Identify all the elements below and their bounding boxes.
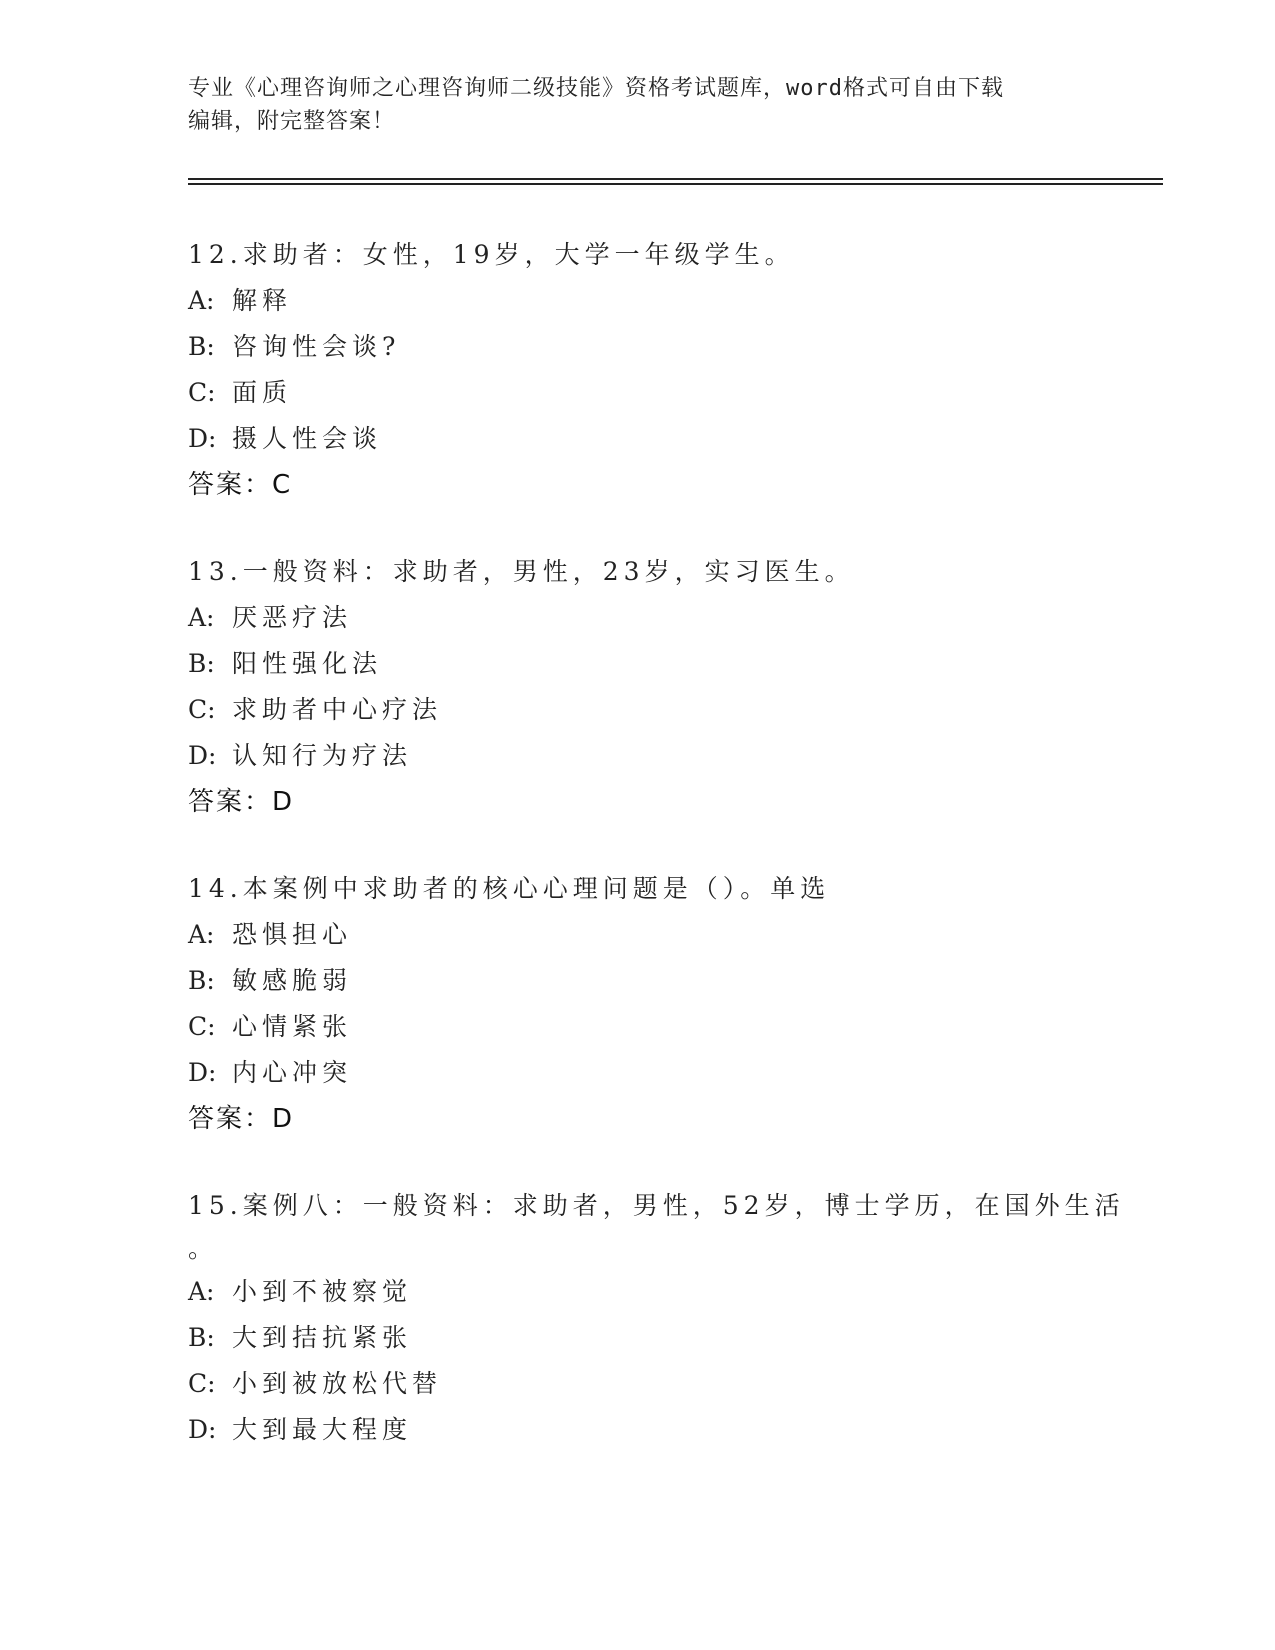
option-letter: D: (188, 1058, 217, 1087)
header-divider-top (188, 178, 1163, 180)
option-text: 解释 (232, 286, 293, 315)
option-letter: D: (188, 424, 217, 453)
question-13 (188, 549, 1108, 825)
answer-line: 答案：D (188, 787, 295, 817)
option-text: 心情紧张 (232, 1012, 353, 1041)
option-text: 大到最大程度 (232, 1415, 413, 1444)
option-b (188, 1315, 1108, 1361)
option-c (188, 370, 1108, 416)
option-b (188, 324, 1108, 370)
option-a (188, 278, 1108, 324)
answer-line: 答案：C (188, 470, 293, 500)
option-a (188, 1269, 1108, 1315)
option-letter: D: (188, 1415, 217, 1444)
document-header (188, 72, 1088, 138)
option-text: 咨询性会谈? (232, 332, 401, 361)
option-text: 摄人性会谈 (232, 424, 383, 453)
option-text: 面质 (232, 378, 293, 407)
answer-line: 答案：D (188, 1104, 295, 1134)
question-stem-continuation: 。 (188, 1234, 219, 1263)
option-letter: A: (188, 1277, 215, 1306)
option-b (188, 958, 1108, 1004)
question-15 (188, 1183, 1125, 1453)
option-text: 阳性强化法 (232, 649, 383, 678)
option-text: 敏感脆弱 (232, 966, 353, 995)
option-letter: A: (188, 920, 215, 949)
option-letter: C: (188, 1012, 216, 1041)
question-12 (188, 232, 1108, 508)
option-letter: A: (188, 286, 215, 315)
option-c (188, 687, 1108, 733)
option-d (188, 1050, 1108, 1096)
option-c (188, 1361, 1108, 1407)
question-stem: 12.求助者：女性，19岁，大学一年级学生。 (188, 240, 795, 269)
option-letter: C: (188, 695, 216, 724)
question-stem: 13.一般资料：求助者，男性，23岁，实习医生。 (188, 557, 855, 586)
question-14 (188, 866, 1108, 1142)
header-divider-bottom (188, 183, 1163, 185)
header-line-1: 专业《心理咨询师之心理咨询师二级技能》资格考试题库，word格式可自由下载 (188, 76, 1004, 101)
option-text: 内心冲突 (232, 1058, 353, 1087)
option-letter: C: (188, 378, 216, 407)
option-text: 认知行为疗法 (232, 741, 413, 770)
option-d (188, 416, 1108, 462)
option-b (188, 641, 1108, 687)
option-text: 厌恶疗法 (232, 603, 353, 632)
option-text: 恐惧担心 (232, 920, 353, 949)
option-letter: B: (188, 649, 215, 678)
option-text: 求助者中心疗法 (232, 695, 443, 724)
option-a (188, 912, 1108, 958)
option-d (188, 1407, 1108, 1453)
option-text: 大到拮抗紧张 (232, 1323, 413, 1352)
option-c (188, 1004, 1108, 1050)
option-letter: D: (188, 741, 217, 770)
option-letter: B: (188, 1323, 215, 1352)
option-text: 小到被放松代替 (232, 1369, 443, 1398)
option-letter: A: (188, 603, 215, 632)
option-letter: B: (188, 966, 215, 995)
question-stem: 14.本案例中求助者的核心心理问题是（）。单选 (188, 874, 831, 903)
option-d (188, 733, 1108, 779)
option-letter: B: (188, 332, 215, 361)
header-line-2: 编辑，附完整答案！ (188, 109, 396, 134)
option-text: 小到不被察觉 (232, 1277, 413, 1306)
question-stem: 15.案例八：一般资料：求助者，男性，52岁，博士学历，在国外生活 (188, 1191, 1125, 1220)
option-letter: C: (188, 1369, 216, 1398)
option-a (188, 595, 1108, 641)
